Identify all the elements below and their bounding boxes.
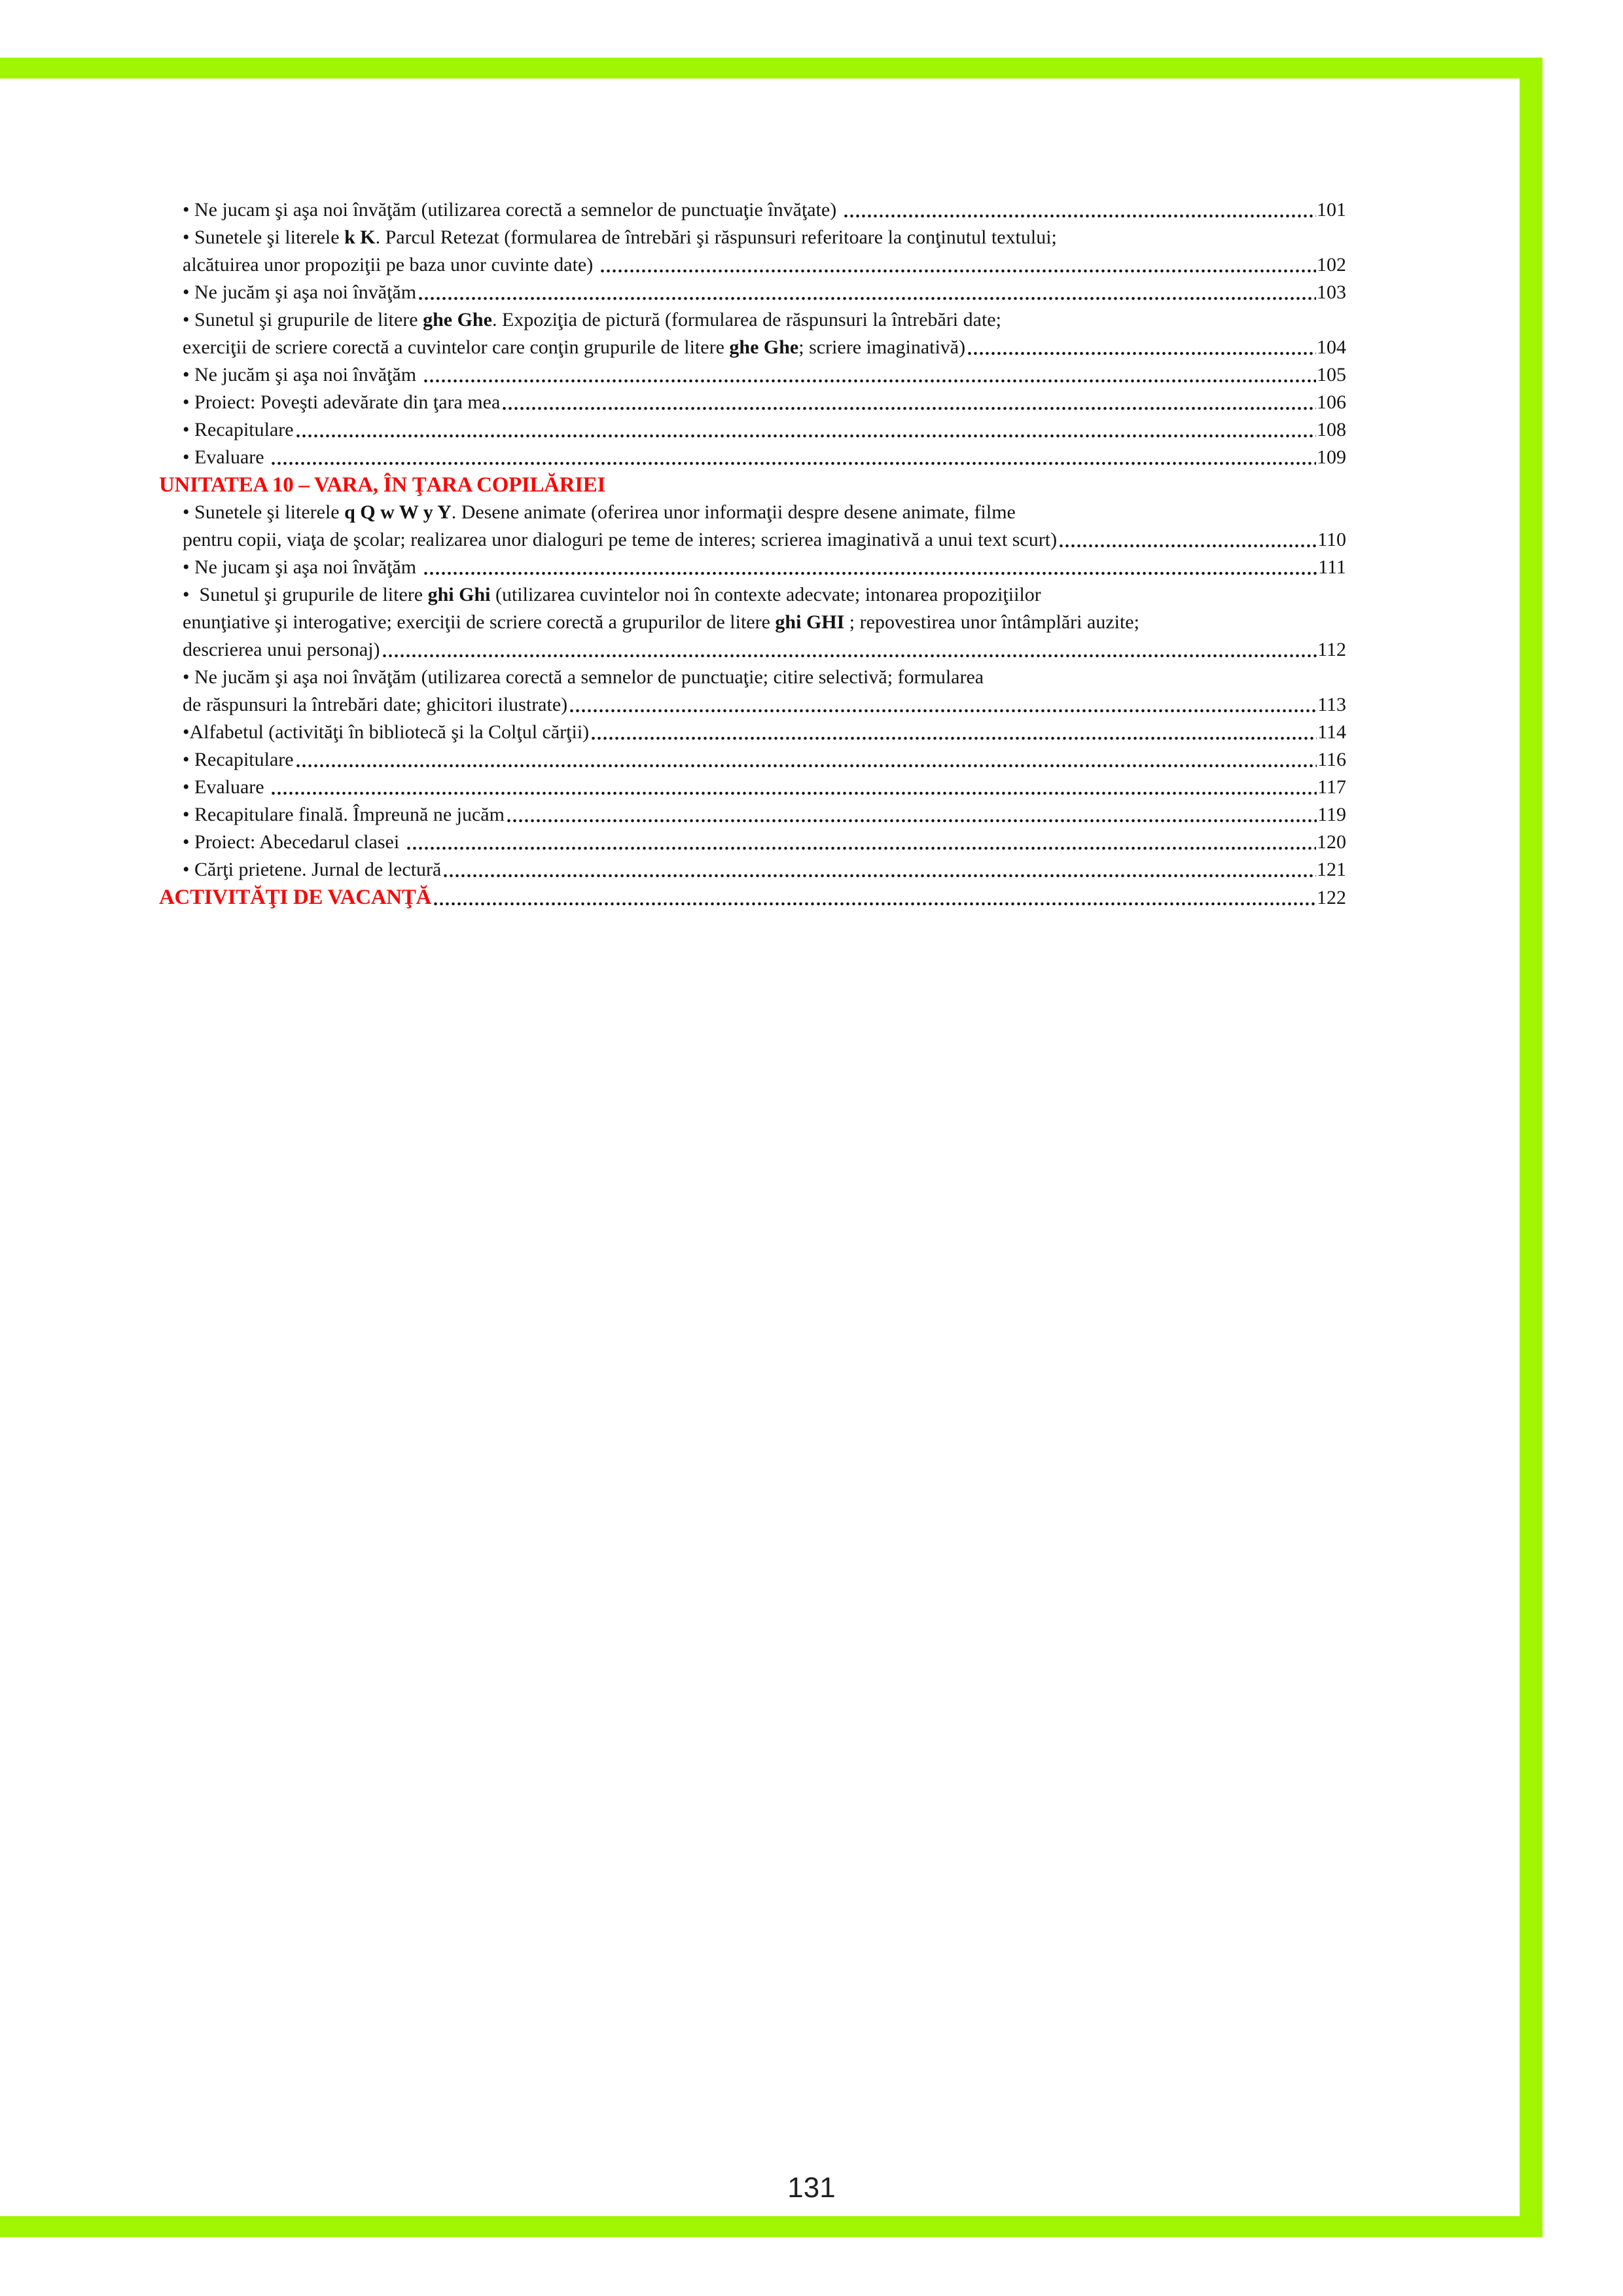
toc-page-number: 109 (1317, 446, 1346, 468)
toc-entry-line (159, 389, 1346, 416)
dot-leader (270, 444, 1316, 471)
toc-entry-line (159, 251, 1346, 279)
dot-leader (423, 361, 1316, 389)
toc-line-text: • Ne jucăm şi aşa noi învăţăm (183, 364, 421, 386)
dot-leader (967, 334, 1316, 361)
toc-entry-line (159, 801, 1346, 829)
toc-entry-line (159, 636, 1346, 664)
dot-leader (843, 196, 1316, 224)
toc-line-text: UNITATEA 10 – VARA, ÎN ŢARA COPILĂRIEI (159, 473, 606, 497)
toc-line-text: • Sunetul şi grupurile de litere ghi Ghi (utilizarea cuvintelor noi în contexte adecvate; intonarea propoziţiilor (183, 584, 1041, 605)
toc-line-text: • Evaluare (183, 776, 270, 798)
toc-page-number: 103 (1317, 281, 1346, 303)
dot-leader (433, 884, 1316, 912)
toc-line-text: enunţiative şi interogative; exerciţii de scriere corectă a grupurilor de litere ghi GHI ; repovestirea unor întâmplări auzite; (183, 611, 1139, 633)
dot-leader (295, 416, 1316, 444)
toc-page-number: 104 (1317, 336, 1346, 358)
dot-leader (501, 389, 1316, 416)
dot-leader (406, 829, 1316, 856)
toc-heading-line (159, 471, 1346, 499)
toc-line-text: exerciţii de scriere corectă a cuvintelor care conţin grupurile de litere ghe Ghe; scriere imaginativă) (183, 336, 966, 358)
toc-heading-line (159, 884, 1346, 912)
toc-line-text: • Ne jucam şi aşa noi învăţăm (utilizarea corectă a semnelor de punctuaţie învăţate) (183, 199, 842, 221)
toc-page-number: 112 (1317, 639, 1346, 660)
toc-page-number: 121 (1317, 859, 1346, 880)
dot-leader (418, 279, 1316, 306)
green-border-top (0, 58, 1543, 79)
toc-entry-line (159, 774, 1346, 801)
footer-page-number: 131 (787, 2172, 836, 2204)
toc-entry-line (159, 499, 1346, 526)
toc-page-number: 105 (1317, 364, 1346, 386)
toc-line-text: alcătuirea unor propoziţii pe baza unor cuvinte date) (183, 254, 598, 276)
toc-entry-line (159, 306, 1346, 334)
green-border-right (1520, 58, 1543, 2237)
toc-line-text: pentru copii, viaţa de şcolar; realizarea unor dialoguri pe teme de interes; scrierea imaginativă a unui text scurt) (183, 529, 1058, 550)
toc-page-number: 101 (1317, 199, 1346, 221)
toc-page-number: 113 (1317, 694, 1346, 715)
toc-entry-line (159, 279, 1346, 306)
dot-leader (599, 251, 1316, 279)
toc-page-number: 122 (1317, 887, 1346, 908)
toc (159, 196, 1346, 912)
toc-entry-line (159, 224, 1346, 251)
toc-entry-line (159, 746, 1346, 774)
toc-line-text: • Ne jucăm şi aşa noi învăţăm (183, 281, 417, 303)
toc-line-text: • Evaluare (183, 446, 270, 468)
toc-page-number: 111 (1318, 556, 1346, 578)
dot-leader (442, 856, 1316, 884)
toc-entry-line (159, 361, 1346, 389)
toc-page-number: 117 (1317, 776, 1346, 798)
toc-line-text: • Cărţi prietene. Jurnal de lectură (183, 859, 442, 880)
toc-entry-line (159, 444, 1346, 471)
toc-line-text: • Sunetul şi grupurile de litere ghe Ghe. Expoziţia de pictură (formularea de răspunsuri la întrebări date; (183, 309, 1001, 331)
green-border-bottom (0, 2216, 1543, 2237)
dot-leader (382, 636, 1317, 664)
toc-page-number: 116 (1317, 749, 1346, 770)
toc-page-number: 114 (1317, 721, 1346, 743)
toc-page-number: 110 (1317, 529, 1346, 550)
dot-leader (270, 774, 1317, 801)
toc-entry-line (159, 416, 1346, 444)
toc-page-number: 120 (1317, 831, 1346, 853)
toc-entry-line (159, 856, 1346, 884)
toc-entry-line (159, 196, 1346, 224)
toc-line-text: de răspunsuri la întrebări date; ghicitori ilustrate) (183, 694, 568, 715)
toc-line-text: • Recapitulare (183, 419, 294, 440)
toc-entry-line (159, 609, 1346, 636)
toc-entry-line (159, 829, 1346, 856)
toc-line-text: • Recapitulare (183, 749, 294, 770)
toc-page-number: 106 (1317, 391, 1346, 413)
toc-entry-line (159, 691, 1346, 719)
dot-leader (423, 554, 1318, 581)
toc-entry-line (159, 334, 1346, 361)
dot-leader (295, 746, 1317, 774)
toc-line-text: • Sunetele şi literele k K. Parcul Retezat (formularea de întrebări şi răspunsuri referitoare la conţinutul textului; (183, 226, 1057, 248)
toc-line-text: •Alfabetul (activităţi în bibliotecă şi la Colţul cărţii) (183, 721, 590, 743)
toc-line-text: • Ne jucam şi aşa noi învăţăm (183, 556, 421, 578)
dot-leader (1058, 526, 1317, 554)
toc-line-text: • Sunetele şi literele q Q w W y Y. Desene animate (oferirea unor informaţii despre desene animate, filme (183, 501, 1016, 523)
toc-entry-line (159, 526, 1346, 554)
toc-entry-line (159, 719, 1346, 746)
dot-leader (506, 801, 1317, 829)
toc-page-number: 102 (1317, 254, 1346, 276)
toc-line-text: • Ne jucăm şi aşa noi învăţăm (utilizarea corectă a semnelor de punctuaţie; citire selectivă; formularea (183, 666, 984, 688)
toc-entry-line (159, 581, 1346, 609)
dot-leader (569, 691, 1317, 719)
toc-entry-line (159, 664, 1346, 691)
toc-page-number: 108 (1317, 419, 1346, 440)
dot-leader (590, 719, 1317, 746)
toc-line-text: descrierea unui personaj) (183, 639, 380, 660)
toc-line-text: ACTIVITĂŢI DE VACANŢĂ (159, 886, 432, 909)
toc-line-text: • Recapitulare finală. Împreună ne jucăm (183, 804, 505, 825)
toc-line-text: • Proiect: Poveşti adevărate din ţara mea (183, 391, 501, 413)
toc-page-number: 119 (1317, 804, 1346, 825)
toc-entry-line (159, 554, 1346, 581)
toc-line-text: • Proiect: Abecedarul clasei (183, 831, 404, 853)
